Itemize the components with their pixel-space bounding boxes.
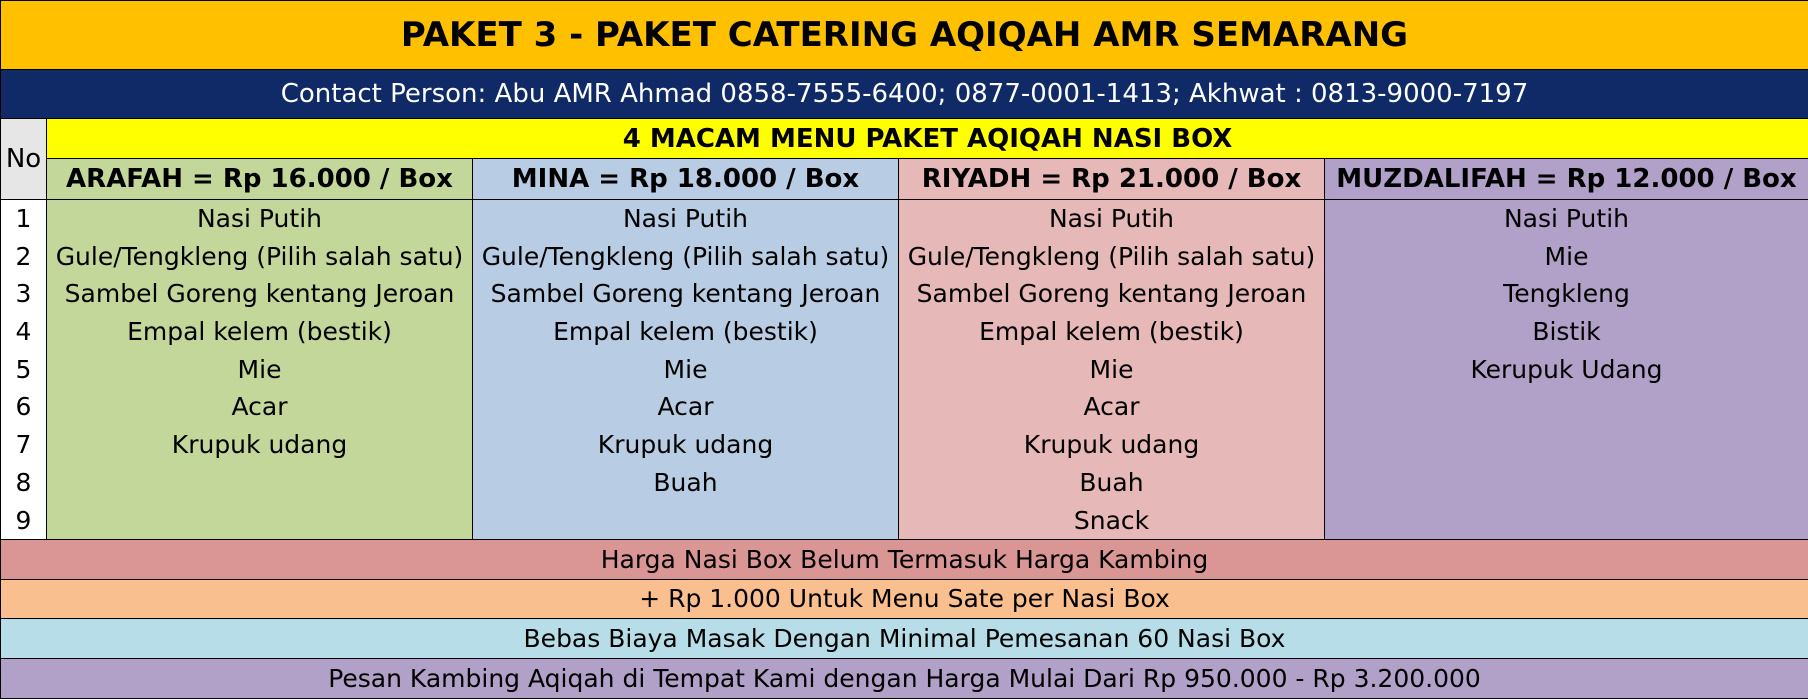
- menu-item-arafah: Mie: [47, 350, 473, 388]
- note-row: [1, 579, 1808, 619]
- menu-item-muzdalifah: [1325, 464, 1808, 502]
- menu-header: 4 MACAM MENU PAKET AQIQAH NASI BOX: [47, 119, 1808, 159]
- menu-item-arafah: Acar: [47, 388, 473, 426]
- menu-item-muzdalifah: Kerupuk Udang: [1325, 350, 1808, 388]
- row-number: 7: [1, 426, 47, 464]
- menu-item-riyadh: Krupuk udang: [899, 426, 1325, 464]
- table-row: [1, 426, 1808, 464]
- table-body: [1, 1, 1808, 699]
- table-row: [1, 199, 1808, 237]
- menu-item-mina: Acar: [473, 388, 899, 426]
- table-row: [1, 464, 1808, 502]
- note-price-excludes-goat: Harga Nasi Box Belum Termasuk Harga Kambing: [1, 539, 1808, 579]
- row-number: 1: [1, 199, 47, 237]
- page-title: PAKET 3 - PAKET CATERING AQIQAH AMR SEMARANG: [1, 1, 1808, 70]
- row-number: 3: [1, 275, 47, 313]
- menu-item-riyadh: Buah: [899, 464, 1325, 502]
- note-row: [1, 619, 1808, 659]
- note-sate-surcharge: + Rp 1.000 Untuk Menu Sate per Nasi Box: [1, 579, 1808, 619]
- menu-item-muzdalifah: [1325, 426, 1808, 464]
- menu-item-riyadh: Sambel Goreng kentang Jeroan: [899, 275, 1325, 313]
- menu-item-arafah: Krupuk udang: [47, 426, 473, 464]
- menu-item-riyadh: Snack: [899, 501, 1325, 539]
- menu-item-arafah: Sambel Goreng kentang Jeroan: [47, 275, 473, 313]
- menu-item-riyadh: Acar: [899, 388, 1325, 426]
- menu-item-riyadh: Nasi Putih: [899, 199, 1325, 237]
- menu-item-muzdalifah: Tengkleng: [1325, 275, 1808, 313]
- table-row: [1, 313, 1808, 351]
- table-row: [1, 350, 1808, 388]
- menu-item-mina: Mie: [473, 350, 899, 388]
- menu-item-muzdalifah: Bistik: [1325, 313, 1808, 351]
- note-row: [1, 659, 1808, 699]
- menu-item-riyadh: Mie: [899, 350, 1325, 388]
- note-goat-price-range: Pesan Kambing Aqiqah di Tempat Kami dengan Harga Mulai Dari Rp 950.000 - Rp 3.200.000: [1, 659, 1808, 699]
- note-row: [1, 539, 1808, 579]
- package-header-mina: MINA = Rp 18.000 / Box: [473, 158, 899, 199]
- menu-item-mina: Sambel Goreng kentang Jeroan: [473, 275, 899, 313]
- menu-item-mina: Nasi Putih: [473, 199, 899, 237]
- no-column-header: No: [1, 119, 47, 199]
- row-number: 5: [1, 350, 47, 388]
- menu-item-riyadh: Gule/Tengkleng (Pilih salah satu): [899, 237, 1325, 275]
- table-row: [1, 275, 1808, 313]
- package-header-muzdalifah: MUZDALIFAH = Rp 12.000 / Box: [1325, 158, 1808, 199]
- menu-item-muzdalifah: [1325, 501, 1808, 539]
- row-number: 2: [1, 237, 47, 275]
- table-row: [1, 501, 1808, 539]
- title-row: [1, 1, 1808, 70]
- row-number: 8: [1, 464, 47, 502]
- package-header-riyadh: RIYADH = Rp 21.000 / Box: [899, 158, 1325, 199]
- package-header-row: [1, 158, 1808, 199]
- menu-item-mina: Empal kelem (bestik): [473, 313, 899, 351]
- menu-item-arafah: Nasi Putih: [47, 199, 473, 237]
- contact-person-text: Contact Person: Abu AMR Ahmad 0858-7555-6400; 0877-0001-1413; Akhwat : 0813-9000-7197: [1, 70, 1808, 119]
- row-number: 4: [1, 313, 47, 351]
- package-header-arafah: ARAFAH = Rp 16.000 / Box: [47, 158, 473, 199]
- menu-item-riyadh: Empal kelem (bestik): [899, 313, 1325, 351]
- menu-item-mina: [473, 501, 899, 539]
- menu-item-arafah: [47, 501, 473, 539]
- menu-item-arafah: Gule/Tengkleng (Pilih salah satu): [47, 237, 473, 275]
- menu-item-muzdalifah: [1325, 388, 1808, 426]
- menu-item-muzdalifah: Nasi Putih: [1325, 199, 1808, 237]
- menu-header-row: [1, 119, 1808, 159]
- menu-item-mina: Krupuk udang: [473, 426, 899, 464]
- menu-item-arafah: Empal kelem (bestik): [47, 313, 473, 351]
- table-row: [1, 388, 1808, 426]
- menu-item-muzdalifah: Mie: [1325, 237, 1808, 275]
- menu-item-arafah: [47, 464, 473, 502]
- table-row: [1, 237, 1808, 275]
- menu-item-mina: Gule/Tengkleng (Pilih salah satu): [473, 237, 899, 275]
- note-free-cooking: Bebas Biaya Masak Dengan Minimal Pemesanan 60 Nasi Box: [1, 619, 1808, 659]
- row-number: 6: [1, 388, 47, 426]
- contact-row: [1, 70, 1808, 119]
- row-number: 9: [1, 501, 47, 539]
- menu-item-mina: Buah: [473, 464, 899, 502]
